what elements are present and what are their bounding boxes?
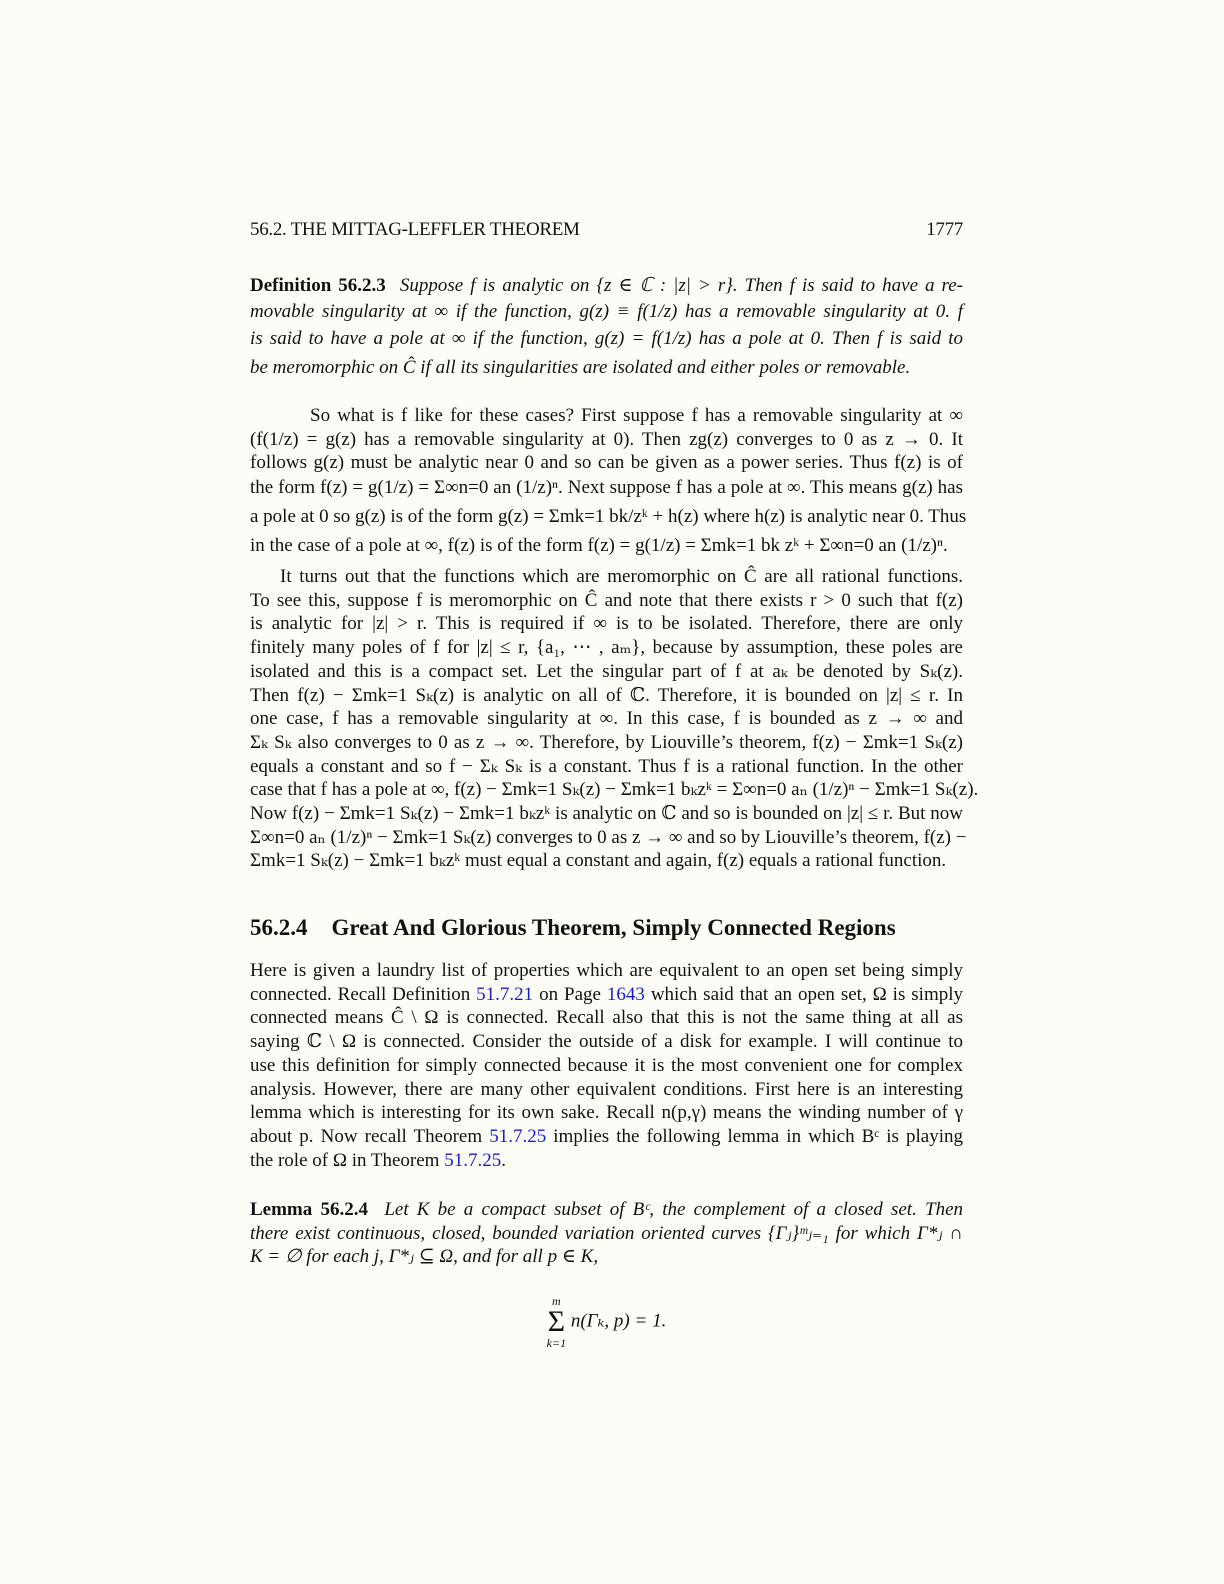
text-run: connected. Recall Definition xyxy=(250,983,477,1005)
paragraph-removable-pole xyxy=(250,404,967,557)
display-equation xyxy=(250,1295,963,1349)
paragraph-line: Now f(z) − Σmk=1 Sₖ(z) − Σmk=1 bₖzᵏ is analytic on ℂ and so is bounded on |z| ≤ r. But now xyxy=(250,803,963,825)
paragraph-simply-connected xyxy=(250,959,963,1172)
text-run: . xyxy=(501,1149,506,1171)
paragraph-line: in the case of a pole at ∞, f(z) is of the form f(z) = g(1/z) = Σmk=1 bk zᵏ + Σ∞n=0 an (1/z)ⁿ. xyxy=(250,534,948,556)
text-run: which said that an open set, Ω is simply xyxy=(644,983,964,1005)
paragraph-line: Then f(z) − Σmk=1 Sₖ(z) is analytic on all of ℂ. Therefore, it is bounded on |z| ≤ r. In xyxy=(250,684,963,706)
paragraph-line xyxy=(250,1125,963,1149)
paragraph-line xyxy=(250,983,963,1007)
link-page-1643[interactable]: 1643 xyxy=(606,983,645,1005)
text-run: the role of Ω in Theorem xyxy=(250,1149,445,1171)
paragraph-line: one case, f has a removable singularity at ∞. In this case, f is bounded as z → ∞ and xyxy=(250,708,963,730)
running-header xyxy=(250,219,963,241)
paragraph-line: Here is given a laundry list of properties which are equivalent to an open set being simply xyxy=(250,960,963,981)
paragraph-line: It turns out that the functions which are meromorphic on Ĉ are all rational functions. xyxy=(280,566,963,587)
text-run: on Page xyxy=(533,983,607,1005)
sigma-symbol: Σ xyxy=(547,1305,566,1338)
lemma-line: K = ∅ for each j, Γ*ⱼ ⊆ Ω, and for all p ∈ K, xyxy=(250,1246,599,1268)
paragraph-line: finitely many poles of f for |z| ≤ r, {a₁, ⋯ , aₘ}, because by assumption, these poles are xyxy=(250,637,963,659)
running-header-title: 56.2. THE MITTAG-LEFFLER THEOREM xyxy=(250,219,580,240)
paragraph-line: a pole at 0 so g(z) is of the form g(z) = Σmk=1 bk/zᵏ + h(z) where h(z) is analytic near 0. Thus xyxy=(250,505,967,527)
paragraph-line: case that f has a pole at ∞, f(z) − Σmk=1 Sₖ(z) − Σmk=1 bₖzᵏ = Σ∞n=0 aₙ (1/z)ⁿ − Σmk=1 Sₖ(z). xyxy=(250,779,979,801)
link-theorem-51-7-25[interactable]: 51.7.25 xyxy=(489,1125,547,1147)
paragraph-line: Σₖ Sₖ also converges to 0 as z → ∞. Therefore, by Liouville’s theorem, f(z) − Σmk=1 Sₖ(z) xyxy=(250,731,963,753)
sum-upper-limit: m xyxy=(552,1294,561,1308)
definition-line: is said to have a pole at ∞ if the function, g(z) = f(1/z) has a pole at 0. Then f is said to xyxy=(250,328,963,350)
paragraph-line: use this definition for simply connected because it is the most convenient one for complex xyxy=(250,1054,963,1076)
paragraph-line: analysis. However, there are many other equivalent conditions. First here is an interesting xyxy=(250,1078,963,1100)
paragraph-line: So what is f like for these cases? First suppose f has a removable singularity at ∞ xyxy=(310,405,963,426)
lemma-block xyxy=(250,1198,963,1269)
paragraph-line: Σmk=1 Sₖ(z) − Σmk=1 bₖzᵏ must equal a constant and again, f(z) equals a rational function. xyxy=(250,850,947,872)
paragraph-line xyxy=(250,1149,963,1173)
text-run: implies the following lemma in which Bᶜ is playing xyxy=(546,1125,963,1147)
definition-line: movable singularity at ∞ if the function, g(z) ≡ f(1/z) has a removable singularity at 0. f xyxy=(250,300,963,322)
section-title: Great And Glorious Theorem, Simply Connected Regions xyxy=(331,915,896,940)
paragraph-line: equals a constant and so f − Σₖ Sₖ is a constant. Thus f is a rational function. In the other xyxy=(250,755,963,777)
paragraph-line: the form f(z) = g(1/z) = Σ∞n=0 an (1/z)ⁿ. Next suppose f has a pole at ∞. This means g(z) has xyxy=(250,477,963,499)
section-number: 56.2.4 xyxy=(250,915,308,940)
definition-line: be meromorphic on Ĉ if all its singularities are isolated and either poles or removable. xyxy=(250,357,911,379)
paragraph-line: (f(1/z) = g(z) has a removable singularity at 0). Then zg(z) converges to 0 as z → 0. It xyxy=(250,428,963,450)
equation-body: n(Γₖ, p) = 1. xyxy=(570,1310,667,1332)
page-number: 1777 xyxy=(926,219,963,240)
paragraph-line: saying ℂ \ Ω is connected. Consider the outside of a disk for example. I will continue to xyxy=(250,1031,963,1053)
paragraph-line: To see this, suppose f is meromorphic on Ĉ and note that there exists r > 0 such that f(z) xyxy=(250,589,963,611)
lemma-line: there exist continuous, closed, bounded variation oriented curves {Γⱼ}ᵐⱼ₌₁ for which Γ*ⱼ ∩ xyxy=(250,1222,963,1244)
paragraph-rational-functions xyxy=(250,565,979,873)
definition-line: Suppose f is analytic on {z ∈ ℂ : |z| > r}. Then f is said to have a re- xyxy=(399,275,964,296)
paragraph-line: Σ∞n=0 aₙ (1/z)ⁿ − Σmk=1 Sₖ(z) converges to 0 as z → ∞ and so by Liouville’s theorem, f(z) − xyxy=(250,826,967,848)
paragraph-line: connected means Ĉ \ Ω is connected. Recall also that this is not the same thing at all as xyxy=(250,1007,963,1029)
lemma-label: Lemma 56.2.4 xyxy=(250,1199,368,1220)
link-definition-51-7-21[interactable]: 51.7.21 xyxy=(476,983,534,1005)
paragraph-line: is analytic for |z| > r. This is required if ∞ is to be isolated. Therefore, there are only xyxy=(250,613,963,635)
lemma-line: Let K be a compact subset of Bᶜ, the complement of a closed set. Then xyxy=(384,1199,964,1220)
section-heading xyxy=(250,915,896,941)
sum-lower-limit: k=1 xyxy=(546,1336,567,1350)
text-run: about p. Now recall Theorem xyxy=(250,1125,490,1147)
paragraph-line: follows g(z) must be analytic near 0 and so can be given as a power series. Thus f(z) is of xyxy=(250,452,963,474)
definition-label: Definition 56.2.3 xyxy=(250,275,386,296)
summation xyxy=(547,1295,566,1349)
paragraph-line: lemma which is interesting for its own sake. Recall n(p,γ) means the winding number of γ xyxy=(250,1102,963,1124)
link-theorem-51-7-25[interactable]: 51.7.25 xyxy=(444,1149,502,1171)
definition-block xyxy=(250,274,963,380)
paragraph-line: isolated and this is a compact set. Let the singular part of f at aₖ be denoted by Sₖ(z). xyxy=(250,660,963,682)
